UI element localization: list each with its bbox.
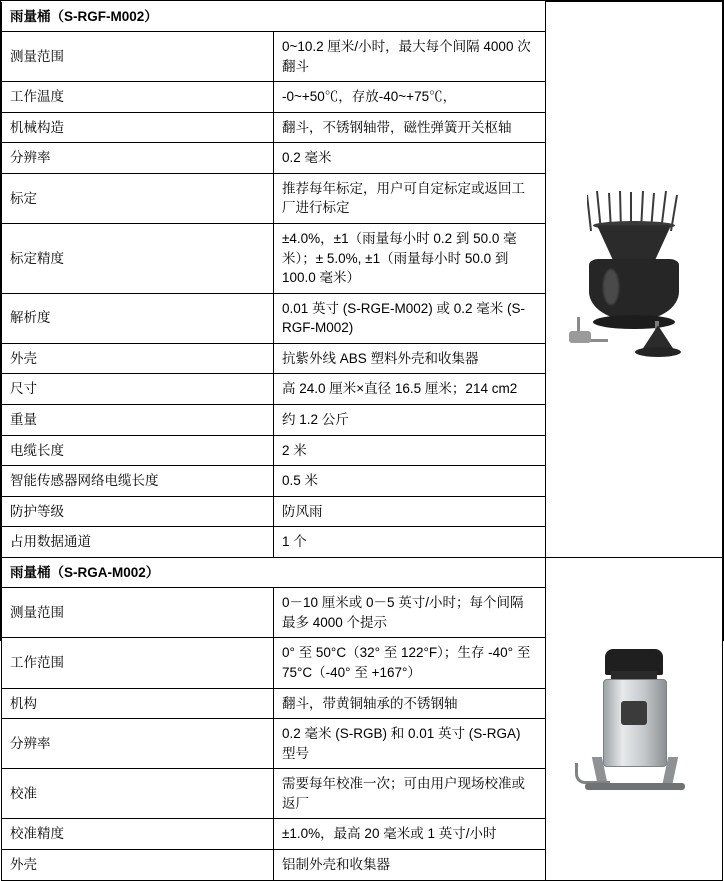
- row-label: 机械构造: [2, 112, 274, 143]
- row-label: 分辨率: [2, 143, 274, 174]
- row-value: 0.01 英寸 (S-RGE-M002) 或 0.2 毫米 (S-RGF-M002): [274, 293, 546, 343]
- row-label: 解析度: [2, 293, 274, 343]
- cable: [575, 763, 610, 784]
- row-value: 2 米: [274, 435, 546, 466]
- row-label: 机构: [2, 688, 274, 719]
- row-value: 0.2 毫米: [274, 143, 546, 174]
- section-title-row: [2, 557, 723, 588]
- row-value: 翻斗，带黄铜轴承的不锈钢轴: [274, 688, 546, 719]
- row-label: 测量范围: [2, 588, 274, 638]
- row-label: 工作范围: [2, 638, 274, 688]
- rain-gauge-srgf-image-cell: [546, 2, 723, 558]
- row-value: 防风雨: [274, 496, 546, 527]
- rain-gauge-srga-image-cell: [546, 557, 723, 880]
- row-label: 工作温度: [2, 82, 274, 113]
- rain-gauge-srga-illustration: [559, 645, 709, 793]
- row-label: 分辨率: [2, 719, 274, 769]
- row-value: 需要每年校准一次；可由用户现场校准或返厂: [274, 769, 546, 819]
- detached-disc: [635, 347, 681, 357]
- row-label: 测量范围: [2, 32, 274, 82]
- row-value: -0~+50℃，存放-40~+75℃，: [274, 82, 546, 113]
- row-value: 1 个: [274, 527, 546, 558]
- row-value: 0.2 毫米 (S-RGB) 和 0.01 英寸 (S-RGA) 型号: [274, 719, 546, 769]
- row-value: 0~10.2 厘米/小时，最大每个间隔 4000 次翻斗: [274, 32, 546, 82]
- row-value: 翻斗，不锈钢轴带，磁性弹簧开关枢轴: [274, 112, 546, 143]
- row-label: 电缆长度: [2, 435, 274, 466]
- row-value: 0.5 米: [274, 466, 546, 497]
- row-label: 标定: [2, 173, 274, 223]
- row-value: 约 1.2 公斤: [274, 404, 546, 435]
- row-value: ±4.0%，±1（雨量每小时 0.2 到 50.0 毫米）；± 5.0%, ±1（雨量每小时 50.0 到 100.0 毫米）: [274, 224, 546, 294]
- row-value: 推荐每年标定，用户可自定标定或返回工厂进行标定: [274, 173, 546, 223]
- rain-gauge-srgf-illustration: [559, 189, 709, 369]
- row-value: ±1.0%，最高 20 毫米或 1 英寸/小时: [274, 819, 546, 850]
- row-value: 0－10 厘米或 0－5 英寸/小时；每个间隔最多 4000 个提示: [274, 588, 546, 638]
- label-plate: [621, 701, 647, 725]
- row-value: 抗紫外线 ABS 塑料外壳和收集器: [274, 343, 546, 374]
- connector-plug: [569, 331, 591, 343]
- section-title: 雨量桶（S-RGF-M002）: [2, 2, 546, 32]
- section-title-row: [2, 2, 723, 32]
- section-rain-gauge-srgf: [2, 2, 723, 558]
- section-title: 雨量桶（S-RGA-M002）: [2, 557, 546, 588]
- row-label: 重量: [2, 404, 274, 435]
- row-label: 占用数据通道: [2, 527, 274, 558]
- row-label: 校准: [2, 769, 274, 819]
- row-label: 标定精度: [2, 224, 274, 294]
- row-label: 校准精度: [2, 819, 274, 850]
- row-label: 外壳: [2, 849, 274, 880]
- row-label: 防护等级: [2, 496, 274, 527]
- row-label: 尺寸: [2, 374, 274, 405]
- specification-table: [1, 1, 723, 881]
- row-value: 铝制外壳和收集器: [274, 849, 546, 880]
- row-value: 高 24.0 厘米×直径 16.5 厘米；214 cm2: [274, 374, 546, 405]
- mounting-bracket: [585, 783, 685, 790]
- section-rain-gauge-srga: [2, 557, 723, 880]
- row-label: 智能传感器网络电缆长度: [2, 466, 274, 497]
- row-value: 0° 至 50°C（32° 至 122°F）；生存 -40° 至 75°C（-40° 至 +167°）: [274, 638, 546, 688]
- row-label: 外壳: [2, 343, 274, 374]
